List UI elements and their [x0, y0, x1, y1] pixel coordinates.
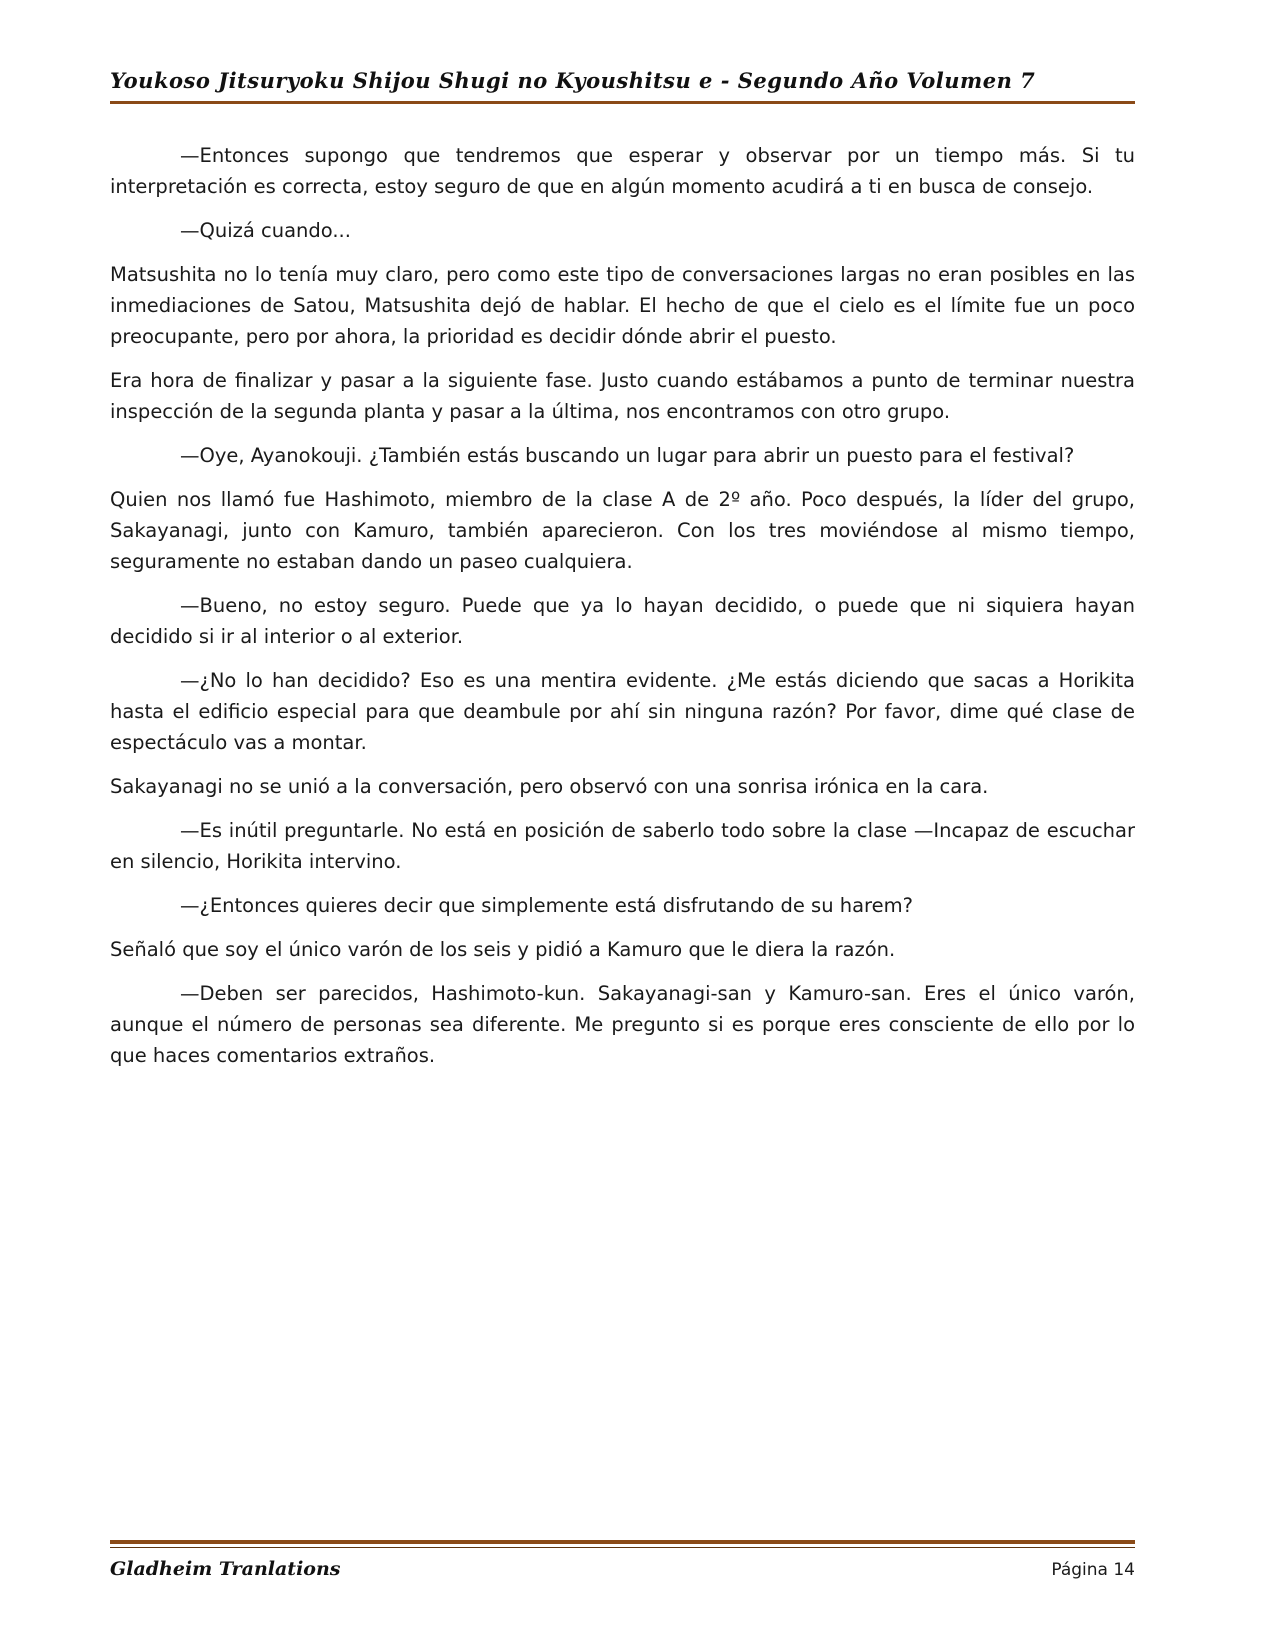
paragraph: —¿No lo han decidido? Eso es una mentira evidente. ¿Me estás diciendo que sacas a Horikita hasta el edificio especial para que deambule por ahí sin ninguna razón? Por favor, dime qué clase de espectáculo vas a montar.	[110, 669, 1135, 754]
header-rule	[110, 101, 1135, 104]
paragraph: Matsushita no lo tenía muy claro, pero como este tipo de conversaciones largas no eran posibles en las inmediaciones de Satou, Matsushita dejó de hablar. El hecho de que el cielo es el límite fue un poco preocupante, pero por ahora, la prioridad es decidir dónde abrir el puesto.	[110, 263, 1135, 348]
paragraph: Era hora de finalizar y pasar a la siguiente fase. Justo cuando estábamos a punto de terminar nuestra inspección de la segunda planta y pasar a la última, nos encontramos con otro grupo.	[110, 369, 1135, 423]
footer-translator-credit: Gladheim Tranlations	[110, 1558, 341, 1580]
paragraph: —Oye, Ayanokouji. ¿También estás buscando un lugar para abrir un puesto para el festival?	[180, 444, 1075, 467]
footer-rule	[110, 1540, 1135, 1548]
paragraph: Sakayanagi no se unió a la conversación, pero observó con una sonrisa irónica en la cara.	[110, 775, 989, 798]
paragraph: —Deben ser parecidos, Hashimoto-kun. Sakayanagi-san y Kamuro-san. Eres el único varón, aunque el número de personas sea diferente. Me pregunto si es porque eres consciente de ello por lo que haces comentarios extraños.	[110, 982, 1135, 1067]
paragraph: —Quizá cuando...	[180, 219, 351, 242]
paragraph: Señaló que soy el único varón de los seis y pidió a Kamuro que le diera la razón.	[110, 938, 896, 961]
page-footer	[110, 1540, 1135, 1580]
paragraph: —Es inútil preguntarle. No está en posición de saberlo todo sobre la clase —Incapaz de escuchar en silencio, Horikita intervino.	[110, 819, 1135, 873]
body-paragraphs	[110, 106, 1135, 1071]
footer-row	[110, 1558, 1135, 1580]
page-header	[110, 0, 1135, 104]
header-title: Youkoso Jitsuryoku Shijou Shugi no Kyoushitsu e - Segundo Año Volumen 7	[110, 68, 1036, 93]
footer-page-number: Página 14	[1051, 1560, 1135, 1580]
page-content	[110, 0, 1135, 1084]
paragraph: —Entonces supongo que tendremos que esperar y observar por un tiempo más. Si tu interpretación es correcta, estoy seguro de que en algún momento acudirá a ti en busca de consejo.	[110, 144, 1135, 198]
paragraph: —Bueno, no estoy seguro. Puede que ya lo hayan decidido, o puede que ni siquiera hayan decidido si ir al interior o al exterior.	[110, 594, 1135, 648]
paragraph: —¿Entonces quieres decir que simplemente está disfrutando de su harem?	[180, 894, 913, 917]
paragraph: Quien nos llamó fue Hashimoto, miembro de la clase A de 2º año. Poco después, la líder del grupo, Sakayanagi, junto con Kamuro, también aparecieron. Con los tres moviéndose al mismo tiempo, seguramente no estaban dando un paseo cualquiera.	[110, 488, 1135, 573]
